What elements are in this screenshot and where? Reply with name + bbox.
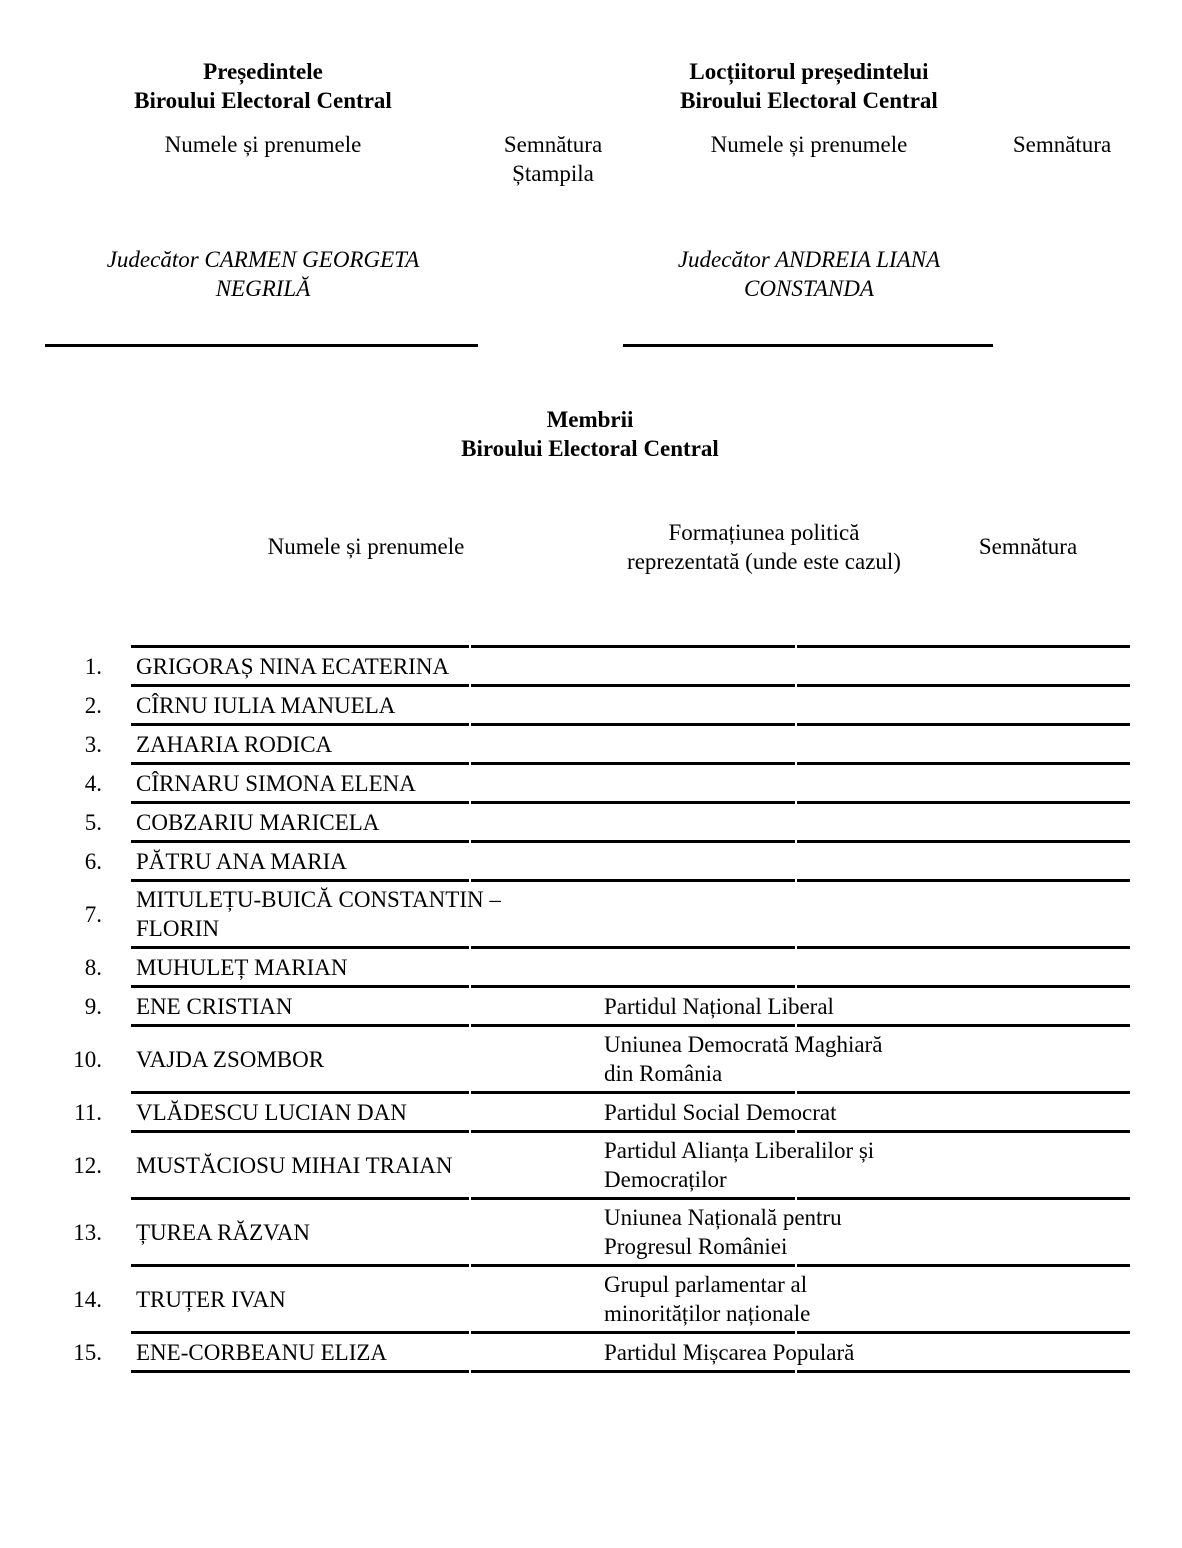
row-number: 5. bbox=[84, 809, 102, 835]
member-party bbox=[604, 726, 924, 762]
member-name-line: MITULEȚU-BUICĂ CONSTANTIN – bbox=[136, 887, 501, 912]
president-name-line1: Judecător CARMEN GEORGETA bbox=[106, 247, 420, 272]
member-party-line: din România bbox=[604, 1061, 723, 1086]
row-number: 7. bbox=[84, 901, 102, 927]
president-name-line2: NEGRILĂ bbox=[215, 276, 311, 301]
member-party bbox=[604, 1094, 924, 1130]
member-party-line: Partidul Național Liberal bbox=[604, 993, 834, 1019]
member-signature-cell bbox=[930, 726, 1128, 762]
member-party-line: Partidul Mișcarea Populară bbox=[604, 1339, 855, 1365]
member-name bbox=[136, 843, 591, 879]
table-row-rule bbox=[131, 1370, 1130, 1373]
members-header-party-line1: Formațiunea politică bbox=[668, 520, 860, 545]
member-party-line: Partidul Alianța Liberalilor și bbox=[604, 1138, 875, 1163]
row-number: 1. bbox=[84, 653, 102, 679]
row-number: 9. bbox=[84, 993, 102, 1019]
member-signature-cell bbox=[930, 648, 1128, 684]
row-number: 15. bbox=[73, 1339, 102, 1365]
member-party bbox=[604, 1133, 924, 1197]
member-party-line: Uniunea Democrată Maghiară bbox=[604, 1032, 883, 1057]
member-party bbox=[604, 804, 924, 840]
member-signature-cell bbox=[930, 1133, 1128, 1197]
member-signature-cell bbox=[930, 882, 1128, 946]
members-title-line2: Biroului Electoral Central bbox=[461, 436, 719, 461]
member-signature-cell bbox=[930, 804, 1128, 840]
member-name bbox=[136, 882, 591, 946]
row-number: 10. bbox=[73, 1046, 102, 1072]
member-name-line: ENE CRISTIAN bbox=[136, 993, 293, 1019]
row-number: 3. bbox=[84, 731, 102, 757]
president-signature-label: Semnătura bbox=[503, 132, 603, 157]
member-signature-cell bbox=[930, 1334, 1128, 1370]
member-signature-cell bbox=[930, 949, 1128, 985]
deputy-name-header: Numele și prenumele bbox=[710, 132, 908, 157]
column-separator bbox=[469, 1370, 471, 1373]
row-number: 13. bbox=[73, 1219, 102, 1245]
row-number: 2. bbox=[84, 692, 102, 718]
row-number: 4. bbox=[84, 770, 102, 796]
member-name-line: PĂTRU ANA MARIA bbox=[136, 848, 347, 874]
members-header-name: Numele și prenumele bbox=[267, 534, 465, 559]
member-party bbox=[604, 765, 924, 801]
member-party-line: Democraților bbox=[604, 1167, 727, 1192]
row-number: 14. bbox=[73, 1286, 102, 1312]
column-separator bbox=[795, 1370, 797, 1373]
member-name-line: CÎRNARU SIMONA ELENA bbox=[136, 770, 416, 796]
member-name bbox=[136, 765, 591, 801]
member-name bbox=[136, 648, 591, 684]
president-name-header: Numele și prenumele bbox=[164, 132, 362, 157]
member-party-line: Uniunea Națională pentru bbox=[604, 1205, 842, 1230]
deputy-signature-header: Semnătura bbox=[1012, 132, 1112, 157]
member-name-line: TRUȚER IVAN bbox=[136, 1286, 286, 1312]
member-signature-cell bbox=[930, 687, 1128, 723]
row-number: 11. bbox=[74, 1099, 102, 1125]
member-name-line: FLORIN bbox=[136, 916, 220, 941]
member-name-line: MUHULEȚ MARIAN bbox=[136, 954, 348, 980]
member-name-line: GRIGORAȘ NINA ECATERINA bbox=[136, 653, 450, 679]
member-signature-cell bbox=[930, 1200, 1128, 1264]
member-name bbox=[136, 726, 591, 762]
member-name bbox=[136, 949, 591, 985]
members-header-party-line2: reprezentată (unde este cazul) bbox=[627, 549, 901, 574]
member-name-line: COBZARIU MARICELA bbox=[136, 809, 380, 835]
member-name-line: MUSTĂCIOSU MIHAI TRAIAN bbox=[136, 1152, 453, 1178]
member-name-line: ȚUREA RĂZVAN bbox=[136, 1219, 311, 1245]
deputy-name-line2: CONSTANDA bbox=[744, 276, 874, 301]
row-number: 12. bbox=[73, 1152, 102, 1178]
members-header-signature: Semnătura bbox=[978, 534, 1078, 559]
member-signature-cell bbox=[930, 765, 1128, 801]
member-signature-cell bbox=[930, 988, 1128, 1024]
member-party bbox=[604, 882, 924, 946]
member-name-line: VLĂDESCU LUCIAN DAN bbox=[136, 1099, 407, 1125]
member-name-line: CÎRNU IULIA MANUELA bbox=[136, 692, 396, 718]
member-name-line: VAJDA ZSOMBOR bbox=[136, 1046, 325, 1072]
member-party-line: minorităților naționale bbox=[604, 1301, 811, 1326]
member-party bbox=[604, 949, 924, 985]
member-name-line: ENE-CORBEANU ELIZA bbox=[136, 1339, 388, 1365]
member-name-line: ZAHARIA RODICA bbox=[136, 731, 333, 757]
member-name bbox=[136, 1027, 591, 1091]
member-signature-cell bbox=[930, 1267, 1128, 1331]
member-party bbox=[604, 1267, 924, 1331]
president-stamp-label: Ștampila bbox=[512, 161, 594, 186]
member-signature-cell bbox=[930, 843, 1128, 879]
president-title-line1: Președintele bbox=[203, 59, 323, 84]
member-party bbox=[604, 687, 924, 723]
member-signature-cell bbox=[930, 1094, 1128, 1130]
deputy-name-line1: Judecător ANDREIA LIANA bbox=[677, 247, 941, 272]
member-party bbox=[604, 843, 924, 879]
member-name bbox=[136, 1334, 591, 1370]
member-name bbox=[136, 804, 591, 840]
member-party-line: Progresul României bbox=[604, 1234, 788, 1259]
member-party bbox=[604, 1334, 924, 1370]
member-party bbox=[604, 1027, 924, 1091]
deputy-title-line1: Locțiitorul președintelui bbox=[689, 59, 929, 84]
member-name bbox=[136, 687, 591, 723]
president-title-line2: Biroului Electoral Central bbox=[134, 88, 392, 113]
member-name bbox=[136, 1133, 591, 1197]
member-party bbox=[604, 1200, 924, 1264]
row-number: 8. bbox=[84, 954, 102, 980]
row-number: 6. bbox=[84, 848, 102, 874]
deputy-title-line2: Biroului Electoral Central bbox=[680, 88, 938, 113]
member-party bbox=[604, 648, 924, 684]
member-name bbox=[136, 988, 591, 1024]
member-name bbox=[136, 1267, 591, 1331]
member-party-line: Partidul Social Democrat bbox=[604, 1099, 837, 1125]
member-name bbox=[136, 1094, 591, 1130]
member-party bbox=[604, 988, 924, 1024]
member-party-line: Grupul parlamentar al bbox=[604, 1272, 808, 1297]
member-name bbox=[136, 1200, 591, 1264]
members-title-line1: Membrii bbox=[546, 407, 634, 432]
member-signature-cell bbox=[930, 1027, 1128, 1091]
